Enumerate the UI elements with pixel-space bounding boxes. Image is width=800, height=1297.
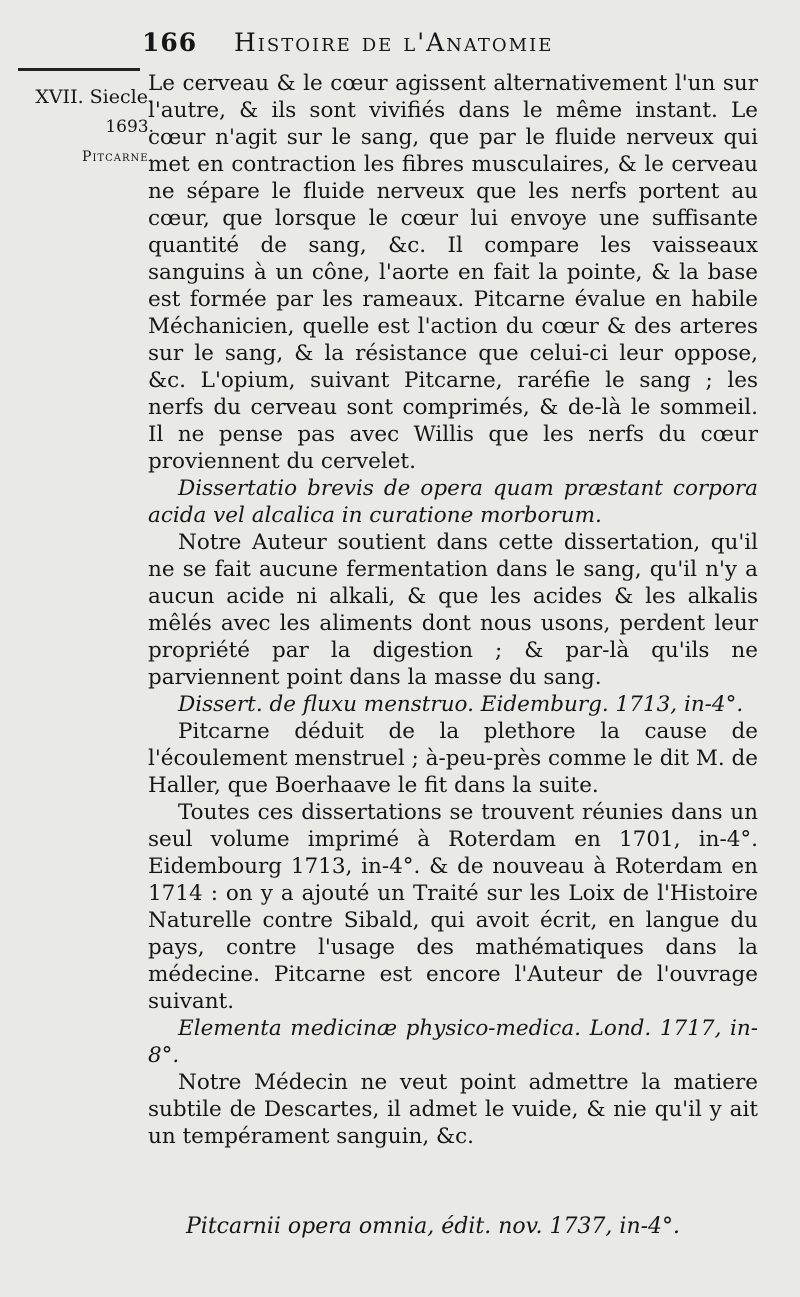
page-number: 166 [142, 28, 198, 57]
paragraph: Le cerveau & le cœur agissent alternativement l'un sur l'autre, & ils sont vivifiés dans le même instant. Le cœur n'agit sur le sang, que par le fluide nerveux qui met en contraction les fibres musculaires, & le cerveau ne sépare le fluide nerveux que les nerfs portent au cœur, que lorsque le cœur lui envoye une suffisante quantité de sang, &c. Il compare les vaisseaux sanguins à un cône, l'aorte en fait la pointe, & la base est formée par les rameaux. Pitcarne évalue en habile Méchanicien, quelle est l'action du cœur & des arteres sur le sang, & la résistance que celui-ci leur oppose, &c. L'opium, suivant Pitcarne, raréfie le sang ; les nerfs du cerveau sont comprimés, & de-là le sommeil. Il ne pense pas avec Willis que les nerfs du cœur proviennent du cervelet. [148, 71, 758, 474]
citation-title: Elementa medicinæ physico-medica. Lond. 1717, in-8°. [148, 1016, 758, 1068]
margin-century: XVII. Siecle. [35, 86, 154, 108]
final-citation: Pitcarnii opera omnia, édit. nov. 1737, in-4°. [186, 1214, 681, 1239]
paragraph: Pitcarne déduit de la plethore la cause de l'écoulement menstruel ; à-peu-près comme le dit M. de Haller, que Boerhaave le fit dans la suite. [148, 719, 758, 798]
margin-author: Pitcarne. [82, 149, 154, 165]
running-header [142, 28, 762, 68]
margin-rule [18, 68, 140, 71]
main-text [148, 70, 758, 1150]
paragraph: Notre Médecin ne veut point admettre la matiere subtile de Descartes, il admet le vuide, & nie qu'il y ait un tempérament sanguin, &c. [148, 1070, 758, 1149]
citation-title: Dissertatio brevis de opera quam præstant corpora acida vel alcalica in curatione morborum. [148, 476, 758, 528]
margin-notes [4, 82, 154, 172]
citation-title: Dissert. de fluxu menstruo. Eidemburg. 1713, in-4°. [178, 692, 744, 717]
paragraph: Notre Auteur soutient dans cette dissertation, qu'il ne se fait aucune fermentation dans le sang, qu'il n'y a aucun acide ni alkali, & que les acides & les alkalis mêlés avec les aliments dont nous usons, perdent leur propriété par la digestion ; & par-là qu'ils ne parviennent point dans la masse du sang. [148, 530, 758, 690]
paragraph: Toutes ces dissertations se trouvent réunies dans un seul volume imprimé à Roterdam en 1701, in-4°. Eidembourg 1713, in-4°. & de nouveau à Roterdam en 1714 : on y a ajouté un Traité sur les Loix de l'Histoire Naturelle contre Sibald, qui avoit écrit, en langue du pays, contre l'usage des mathématiques dans la médecine. Pitcarne est encore l'Auteur de l'ouvrage suivant. [148, 800, 758, 1014]
running-title: Histoire de l'Anatomie [234, 28, 554, 57]
margin-year: 1693. [105, 117, 154, 137]
